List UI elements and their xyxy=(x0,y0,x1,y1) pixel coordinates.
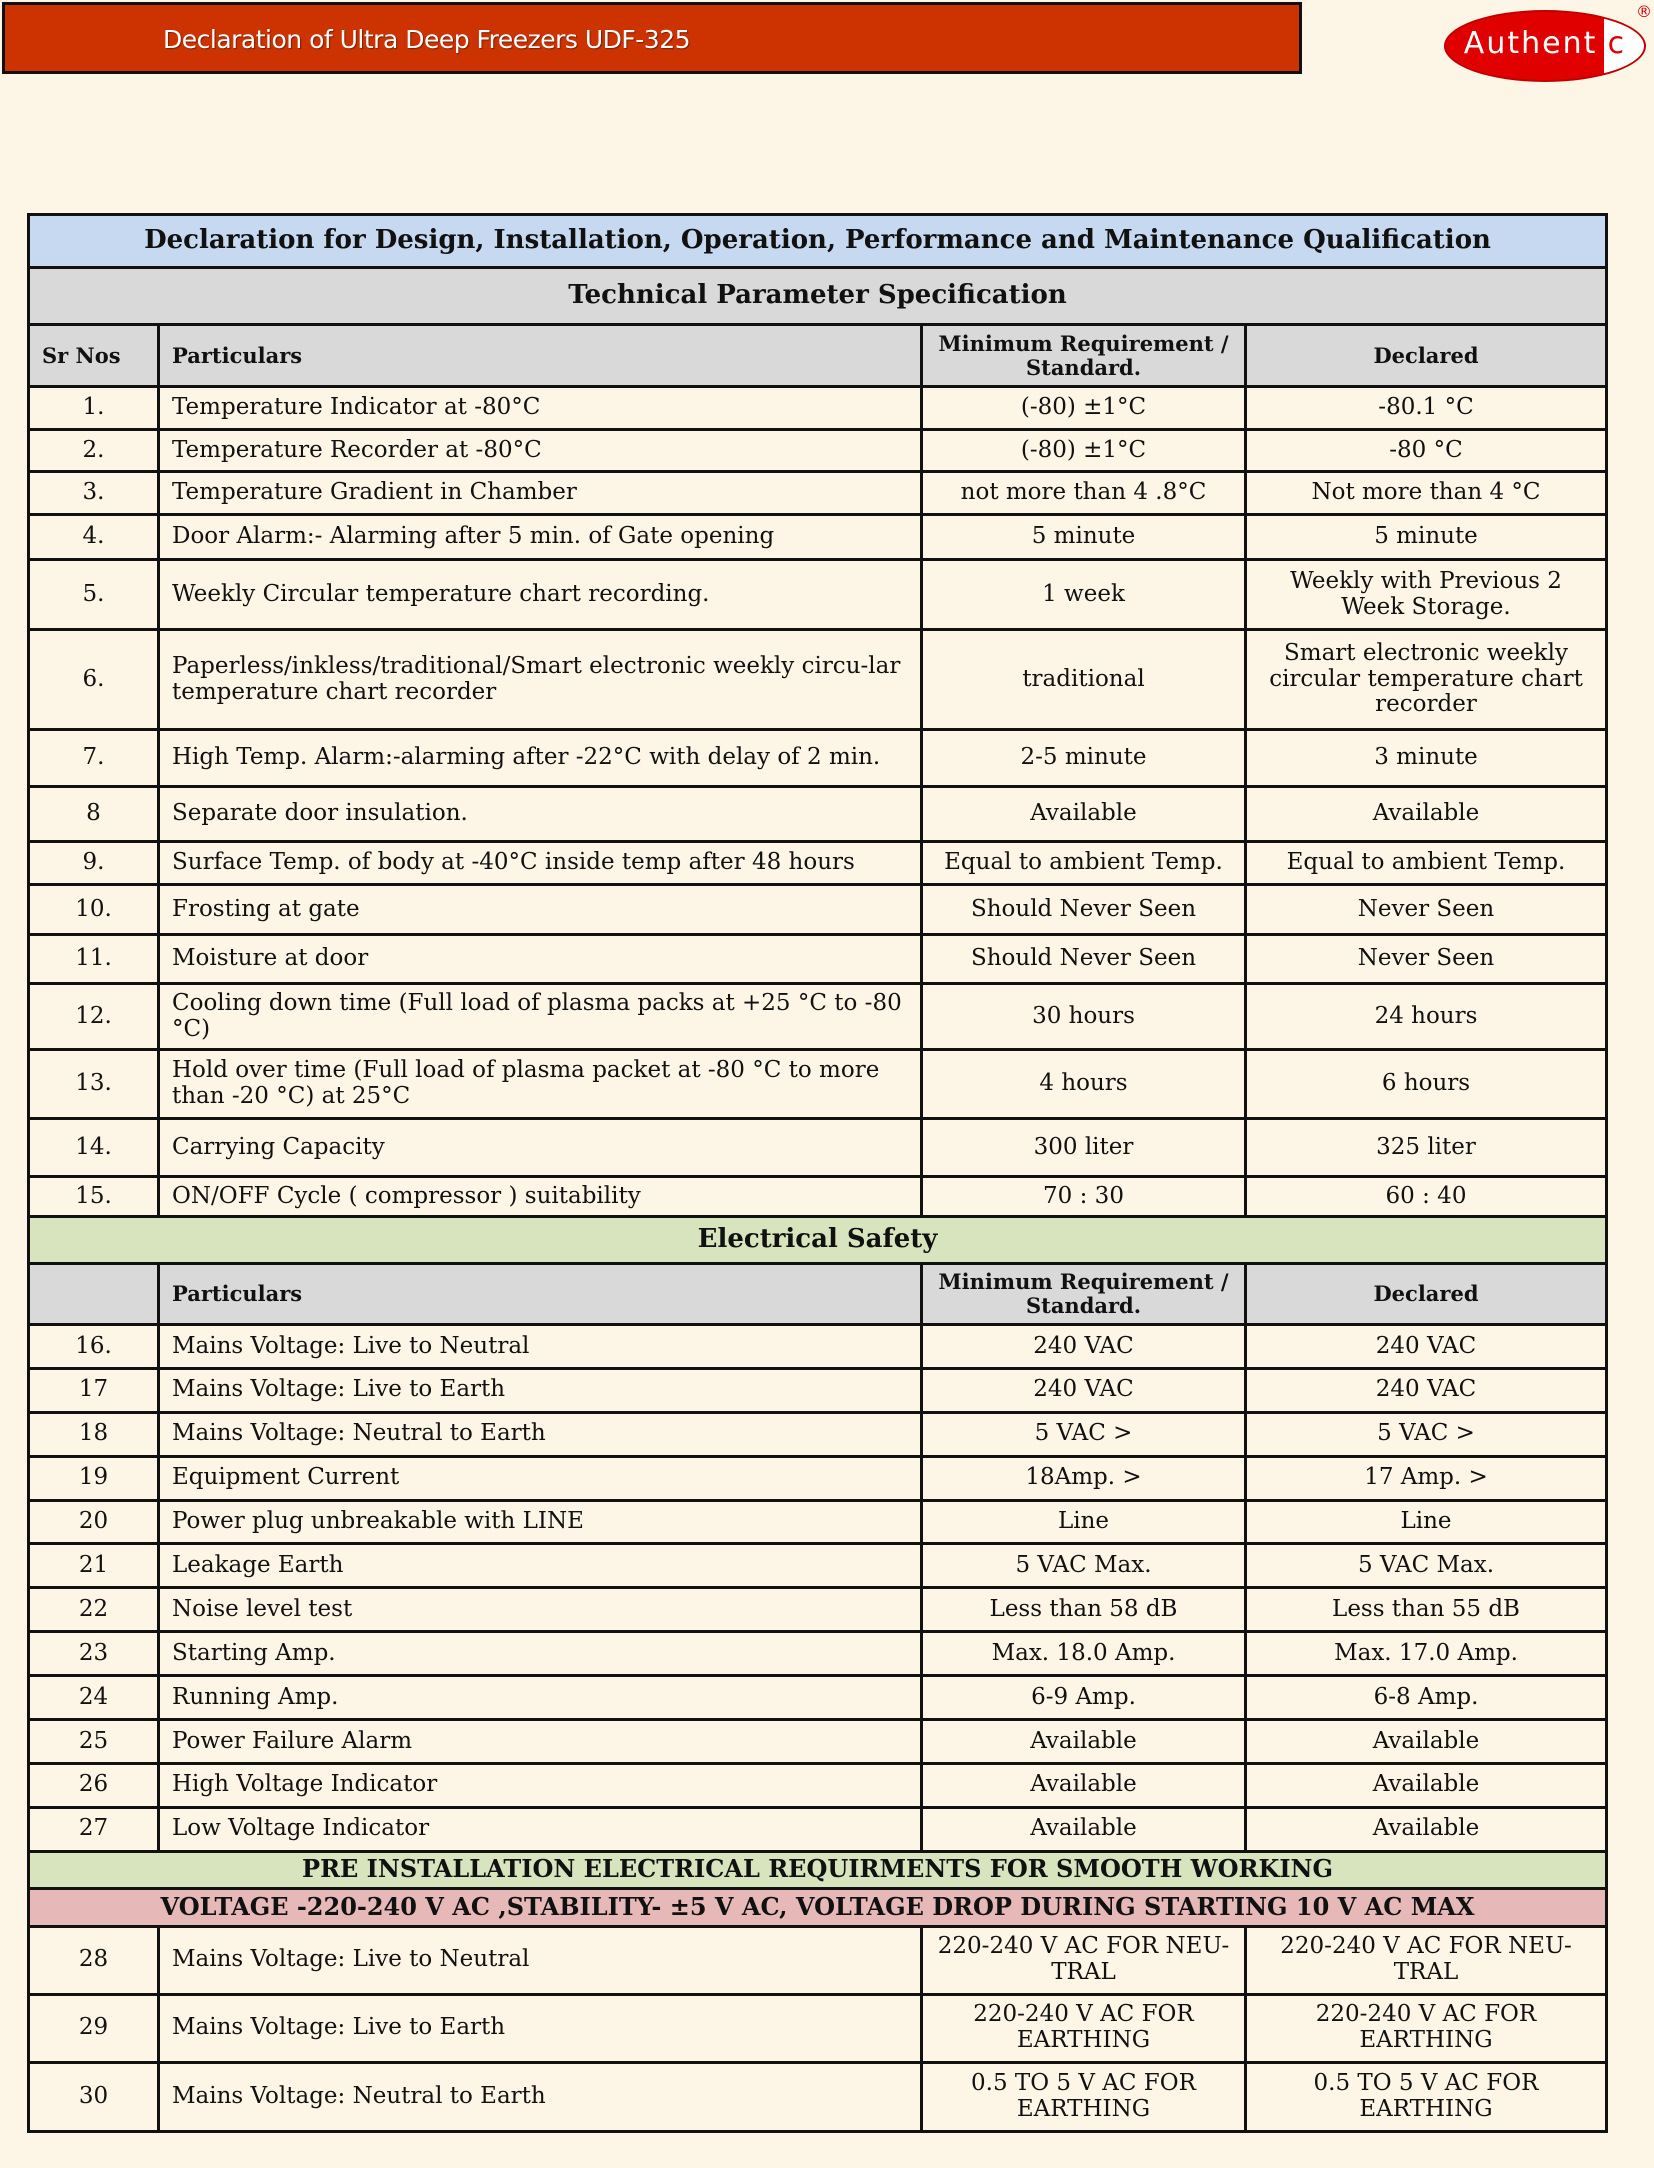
row-sr-number: 15. xyxy=(29,1177,159,1217)
row-minimum-requirement: 5 VAC > xyxy=(922,1412,1246,1456)
row-declared-value: 325 liter xyxy=(1246,1119,1607,1177)
row-sr-number: 12. xyxy=(29,984,159,1050)
header-particulars: Particulars xyxy=(159,325,922,387)
row-particulars: Mains Voltage: Live to Neutral xyxy=(159,1926,922,1994)
header-particulars: Particulars xyxy=(159,1264,922,1325)
header-minimum: Minimum Requirement / Standard. xyxy=(922,325,1246,387)
row-declared-value: 5 VAC > xyxy=(1246,1412,1607,1456)
row-declared-value: Line xyxy=(1246,1500,1607,1544)
row-declared-value: Available xyxy=(1246,787,1607,842)
table-row xyxy=(29,1412,1607,1456)
row-declared-value: 0.5 TO 5 V AC FOR EARTHING xyxy=(1246,2062,1607,2131)
row-declared-value: Available xyxy=(1246,1763,1607,1807)
row-minimum-requirement: Available xyxy=(922,787,1246,842)
row-minimum-requirement: Should Never Seen xyxy=(922,885,1246,935)
table-row xyxy=(29,560,1607,630)
row-declared-value: 5 VAC Max. xyxy=(1246,1544,1607,1588)
header-declared: Declared xyxy=(1246,325,1607,387)
row-particulars: Weekly Circular temperature chart recording. xyxy=(159,560,922,630)
table-row xyxy=(29,1807,1607,1851)
row-declared-value: 5 minute xyxy=(1246,515,1607,560)
table-title: Declaration for Design, Installation, Operation, Performance and Maintenance Qualification xyxy=(29,215,1607,268)
row-declared-value: Less than 55 dB xyxy=(1246,1588,1607,1632)
row-minimum-requirement: 30 hours xyxy=(922,984,1246,1050)
row-minimum-requirement: 1 week xyxy=(922,560,1246,630)
row-sr-number: 13. xyxy=(29,1050,159,1119)
row-sr-number: 5. xyxy=(29,560,159,630)
row-declared-value: 3 minute xyxy=(1246,730,1607,787)
row-declared-value: Equal to ambient Temp. xyxy=(1246,842,1607,885)
table-row xyxy=(29,1720,1607,1764)
row-declared-value: Smart electronic weekly circular temperature chart recorder xyxy=(1246,630,1607,730)
row-minimum-requirement: Equal to ambient Temp. xyxy=(922,842,1246,885)
row-minimum-requirement: Less than 58 dB xyxy=(922,1588,1246,1632)
row-sr-number: 7. xyxy=(29,730,159,787)
row-minimum-requirement: (-80) ±1°C xyxy=(922,387,1246,430)
row-particulars: Mains Voltage: Live to Earth xyxy=(159,1368,922,1412)
row-sr-number: 23 xyxy=(29,1632,159,1676)
row-sr-number: 3. xyxy=(29,472,159,515)
table-row xyxy=(29,1676,1607,1720)
row-particulars: Hold over time (Full load of plasma packet at -80 °C to more than -20 °C) at 25°C xyxy=(159,1050,922,1119)
header-sr: Sr Nos xyxy=(29,325,159,387)
authentic-logo xyxy=(1444,2,1652,84)
row-sr-number: 1. xyxy=(29,387,159,430)
row-minimum-requirement: 240 VAC xyxy=(922,1368,1246,1412)
row-particulars: Noise level test xyxy=(159,1588,922,1632)
header-sr xyxy=(29,1264,159,1325)
row-declared-value: Max. 17.0 Amp. xyxy=(1246,1632,1607,1676)
row-particulars: Frosting at gate xyxy=(159,885,922,935)
row-particulars: Mains Voltage: Live to Earth xyxy=(159,1994,922,2062)
row-minimum-requirement: 2-5 minute xyxy=(922,730,1246,787)
row-minimum-requirement: 0.5 TO 5 V AC FOR EARTHING xyxy=(922,2062,1246,2131)
document-title: Declaration of Ultra Deep Freezers UDF-325 xyxy=(163,25,691,54)
row-particulars: Low Voltage Indicator xyxy=(159,1807,922,1851)
table-row xyxy=(29,1456,1607,1500)
table-row xyxy=(29,1500,1607,1544)
row-sr-number: 18 xyxy=(29,1412,159,1456)
table-row xyxy=(29,1994,1607,2062)
row-sr-number: 10. xyxy=(29,885,159,935)
row-declared-value: -80.1 °C xyxy=(1246,387,1607,430)
row-particulars: Mains Voltage: Neutral to Earth xyxy=(159,2062,922,2131)
table-row xyxy=(29,1325,1607,1369)
row-particulars: Starting Amp. xyxy=(159,1632,922,1676)
row-declared-value: 6-8 Amp. xyxy=(1246,1676,1607,1720)
row-minimum-requirement: not more than 4 .8°C xyxy=(922,472,1246,515)
row-minimum-requirement: 240 VAC xyxy=(922,1325,1246,1369)
row-particulars: Paperless/inkless/traditional/Smart electronic weekly circu-lar temperature chart recorder xyxy=(159,630,922,730)
row-sr-number: 2. xyxy=(29,430,159,472)
row-declared-value: 240 VAC xyxy=(1246,1325,1607,1369)
table-row xyxy=(29,885,1607,935)
row-particulars: Separate door insulation. xyxy=(159,787,922,842)
row-particulars: Temperature Indicator at -80°C xyxy=(159,387,922,430)
row-particulars: Carrying Capacity xyxy=(159,1119,922,1177)
row-sr-number: 28 xyxy=(29,1926,159,1994)
table-row xyxy=(29,842,1607,885)
table-row xyxy=(29,787,1607,842)
row-minimum-requirement: Line xyxy=(922,1500,1246,1544)
row-minimum-requirement: traditional xyxy=(922,630,1246,730)
row-particulars: Temperature Gradient in Chamber xyxy=(159,472,922,515)
table-row xyxy=(29,1588,1607,1632)
row-sr-number: 24 xyxy=(29,1676,159,1720)
table-row xyxy=(29,984,1607,1050)
row-minimum-requirement: Should Never Seen xyxy=(922,935,1246,984)
table-row xyxy=(29,935,1607,984)
row-particulars: Mains Voltage: Live to Neutral xyxy=(159,1325,922,1369)
row-minimum-requirement: Max. 18.0 Amp. xyxy=(922,1632,1246,1676)
section-title-pre-installation: PRE INSTALLATION ELECTRICAL REQUIRMENTS FOR SMOOTH WORKING xyxy=(29,1851,1607,1888)
row-declared-value: Available xyxy=(1246,1720,1607,1764)
table-row xyxy=(29,1368,1607,1412)
row-minimum-requirement: Available xyxy=(922,1763,1246,1807)
voltage-requirement-banner: VOLTAGE -220-240 V AC ,STABILITY- ±5 V AC, VOLTAGE DROP DURING STARTING 10 V AC MAX xyxy=(29,1888,1607,1926)
row-minimum-requirement: 18Amp. > xyxy=(922,1456,1246,1500)
row-sr-number: 16. xyxy=(29,1325,159,1369)
row-sr-number: 20 xyxy=(29,1500,159,1544)
header-minimum: Minimum Requirement / Standard. xyxy=(922,1264,1246,1325)
row-particulars: Power plug unbreakable with LINE xyxy=(159,1500,922,1544)
row-sr-number: 6. xyxy=(29,630,159,730)
table-row xyxy=(29,730,1607,787)
row-particulars: High Temp. Alarm:-alarming after -22°C with delay of 2 min. xyxy=(159,730,922,787)
section-title-technical: Technical Parameter Specification xyxy=(29,268,1607,325)
row-sr-number: 19 xyxy=(29,1456,159,1500)
row-declared-value: -80 °C xyxy=(1246,430,1607,472)
row-minimum-requirement: 5 minute xyxy=(922,515,1246,560)
row-declared-value: 24 hours xyxy=(1246,984,1607,1050)
table-row xyxy=(29,1050,1607,1119)
row-minimum-requirement: Available xyxy=(922,1807,1246,1851)
row-particulars: Leakage Earth xyxy=(159,1544,922,1588)
table-row xyxy=(29,1544,1607,1588)
section-title-electrical-safety: Electrical Safety xyxy=(29,1217,1607,1264)
row-sr-number: 4. xyxy=(29,515,159,560)
table-row xyxy=(29,472,1607,515)
row-particulars: Running Amp. xyxy=(159,1676,922,1720)
row-minimum-requirement: 220-240 V AC FOR EARTHING xyxy=(922,1994,1246,2062)
table-row xyxy=(29,515,1607,560)
logo-wordmark: Authentic xyxy=(1463,26,1627,61)
column-header-row xyxy=(29,1264,1607,1325)
row-minimum-requirement: 220-240 V AC FOR NEU-TRAL xyxy=(922,1926,1246,1994)
row-sr-number: 22 xyxy=(29,1588,159,1632)
table-row xyxy=(29,387,1607,430)
row-sr-number: 30 xyxy=(29,2062,159,2131)
row-sr-number: 29 xyxy=(29,1994,159,2062)
row-sr-number: 14. xyxy=(29,1119,159,1177)
row-minimum-requirement: 5 VAC Max. xyxy=(922,1544,1246,1588)
row-declared-value: Never Seen xyxy=(1246,935,1607,984)
row-particulars: Equipment Current xyxy=(159,1456,922,1500)
column-header-row xyxy=(29,325,1607,387)
table-row xyxy=(29,1632,1607,1676)
registered-mark-icon: ® xyxy=(1636,2,1652,21)
row-minimum-requirement: 6-9 Amp. xyxy=(922,1676,1246,1720)
row-sr-number: 25 xyxy=(29,1720,159,1764)
row-particulars: Surface Temp. of body at -40°C inside temp after 48 hours xyxy=(159,842,922,885)
row-sr-number: 26 xyxy=(29,1763,159,1807)
table-row xyxy=(29,2062,1607,2131)
row-declared-value: Weekly with Previous 2 Week Storage. xyxy=(1246,560,1607,630)
row-particulars: Cooling down time (Full load of plasma packs at +25 °C to -80 °C) xyxy=(159,984,922,1050)
table-row xyxy=(29,1763,1607,1807)
row-sr-number: 21 xyxy=(29,1544,159,1588)
row-minimum-requirement: 70 : 30 xyxy=(922,1177,1246,1217)
row-particulars: High Voltage Indicator xyxy=(159,1763,922,1807)
qualification-table xyxy=(27,213,1608,2133)
row-declared-value: 60 : 40 xyxy=(1246,1177,1607,1217)
row-minimum-requirement: Available xyxy=(922,1720,1246,1764)
table-row xyxy=(29,630,1607,730)
row-particulars: ON/OFF Cycle ( compressor ) suitability xyxy=(159,1177,922,1217)
row-particulars: Temperature Recorder at -80°C xyxy=(159,430,922,472)
row-sr-number: 8 xyxy=(29,787,159,842)
table-row xyxy=(29,1119,1607,1177)
row-minimum-requirement: (-80) ±1°C xyxy=(922,430,1246,472)
table-row xyxy=(29,1926,1607,1994)
row-minimum-requirement: 4 hours xyxy=(922,1050,1246,1119)
row-sr-number: 11. xyxy=(29,935,159,984)
row-declared-value: Not more than 4 °C xyxy=(1246,472,1607,515)
row-declared-value: 220-240 V AC FOR NEU-TRAL xyxy=(1246,1926,1607,1994)
document-header-bar xyxy=(2,2,1302,74)
table-row xyxy=(29,430,1607,472)
row-particulars: Power Failure Alarm xyxy=(159,1720,922,1764)
table-row xyxy=(29,1177,1607,1217)
row-declared-value: Available xyxy=(1246,1807,1607,1851)
row-particulars: Mains Voltage: Neutral to Earth xyxy=(159,1412,922,1456)
row-declared-value: 240 VAC xyxy=(1246,1368,1607,1412)
row-declared-value: 6 hours xyxy=(1246,1050,1607,1119)
row-declared-value: Never Seen xyxy=(1246,885,1607,935)
row-sr-number: 9. xyxy=(29,842,159,885)
row-declared-value: 17 Amp. > xyxy=(1246,1456,1607,1500)
row-particulars: Door Alarm:- Alarming after 5 min. of Gate opening xyxy=(159,515,922,560)
row-particulars: Moisture at door xyxy=(159,935,922,984)
row-sr-number: 17 xyxy=(29,1368,159,1412)
row-minimum-requirement: 300 liter xyxy=(922,1119,1246,1177)
row-declared-value: 220-240 V AC FOR EARTHING xyxy=(1246,1994,1607,2062)
row-sr-number: 27 xyxy=(29,1807,159,1851)
header-declared: Declared xyxy=(1246,1264,1607,1325)
